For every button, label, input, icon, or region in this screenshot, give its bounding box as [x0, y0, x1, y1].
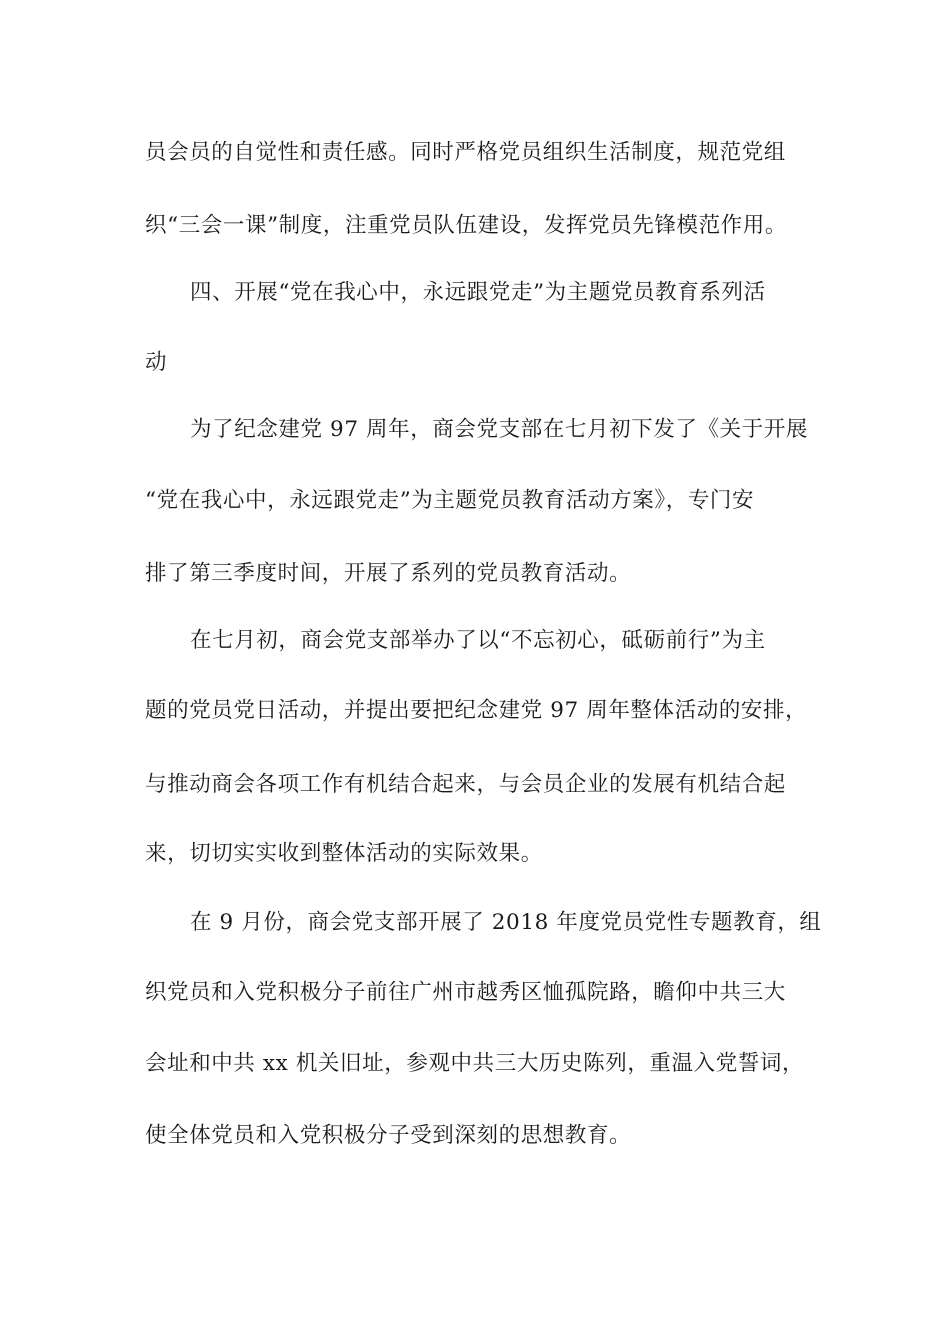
text-line: 会址和中共 xx 机关旧址，参观中共三大历史陈列，重温入党誓词，	[145, 1051, 805, 1076]
section-heading: 四、开展“党在我心中，永远跟党走”为主题党员教育系列活	[190, 280, 766, 305]
section-heading-continuation: 动	[145, 350, 168, 375]
text-line: 使全体党员和入党积极分子受到深刻的思想教育。	[145, 1123, 632, 1148]
text-line: 在七月初，商会党支部举办了以“不忘初心，砥砺前行”为主	[190, 628, 766, 653]
text-line: 在 9 月份，商会党支部开展了 2018 年度党员党性专题教育，组	[190, 910, 822, 935]
text-line: 与推动商会各项工作有机结合起来，与会员企业的发展有机结合起	[145, 772, 786, 797]
text-line: 题的党员党日活动，并提出要把纪念建党 97 周年整体活动的安排，	[145, 698, 808, 723]
text-line: 织“三会一课”制度，注重党员队伍建设，发挥党员先锋模范作用。	[145, 213, 787, 238]
text-line: 为了纪念建党 97 周年，商会党支部在七月初下发了《关于开展	[190, 417, 809, 442]
text-line: 来，切切实实收到整体活动的实际效果。	[145, 841, 543, 866]
text-line: “党在我心中，永远跟党走”为主题党员教育活动方案》，专门安	[145, 488, 755, 513]
text-line: 员会员的自觉性和责任感。同时严格党员组织生活制度，规范党组	[145, 140, 786, 165]
text-line: 排了第三季度时间，开展了系列的党员教育活动。	[145, 561, 632, 586]
text-line: 织党员和入党积极分子前往广州市越秀区恤孤院路，瞻仰中共三大	[145, 980, 786, 1005]
